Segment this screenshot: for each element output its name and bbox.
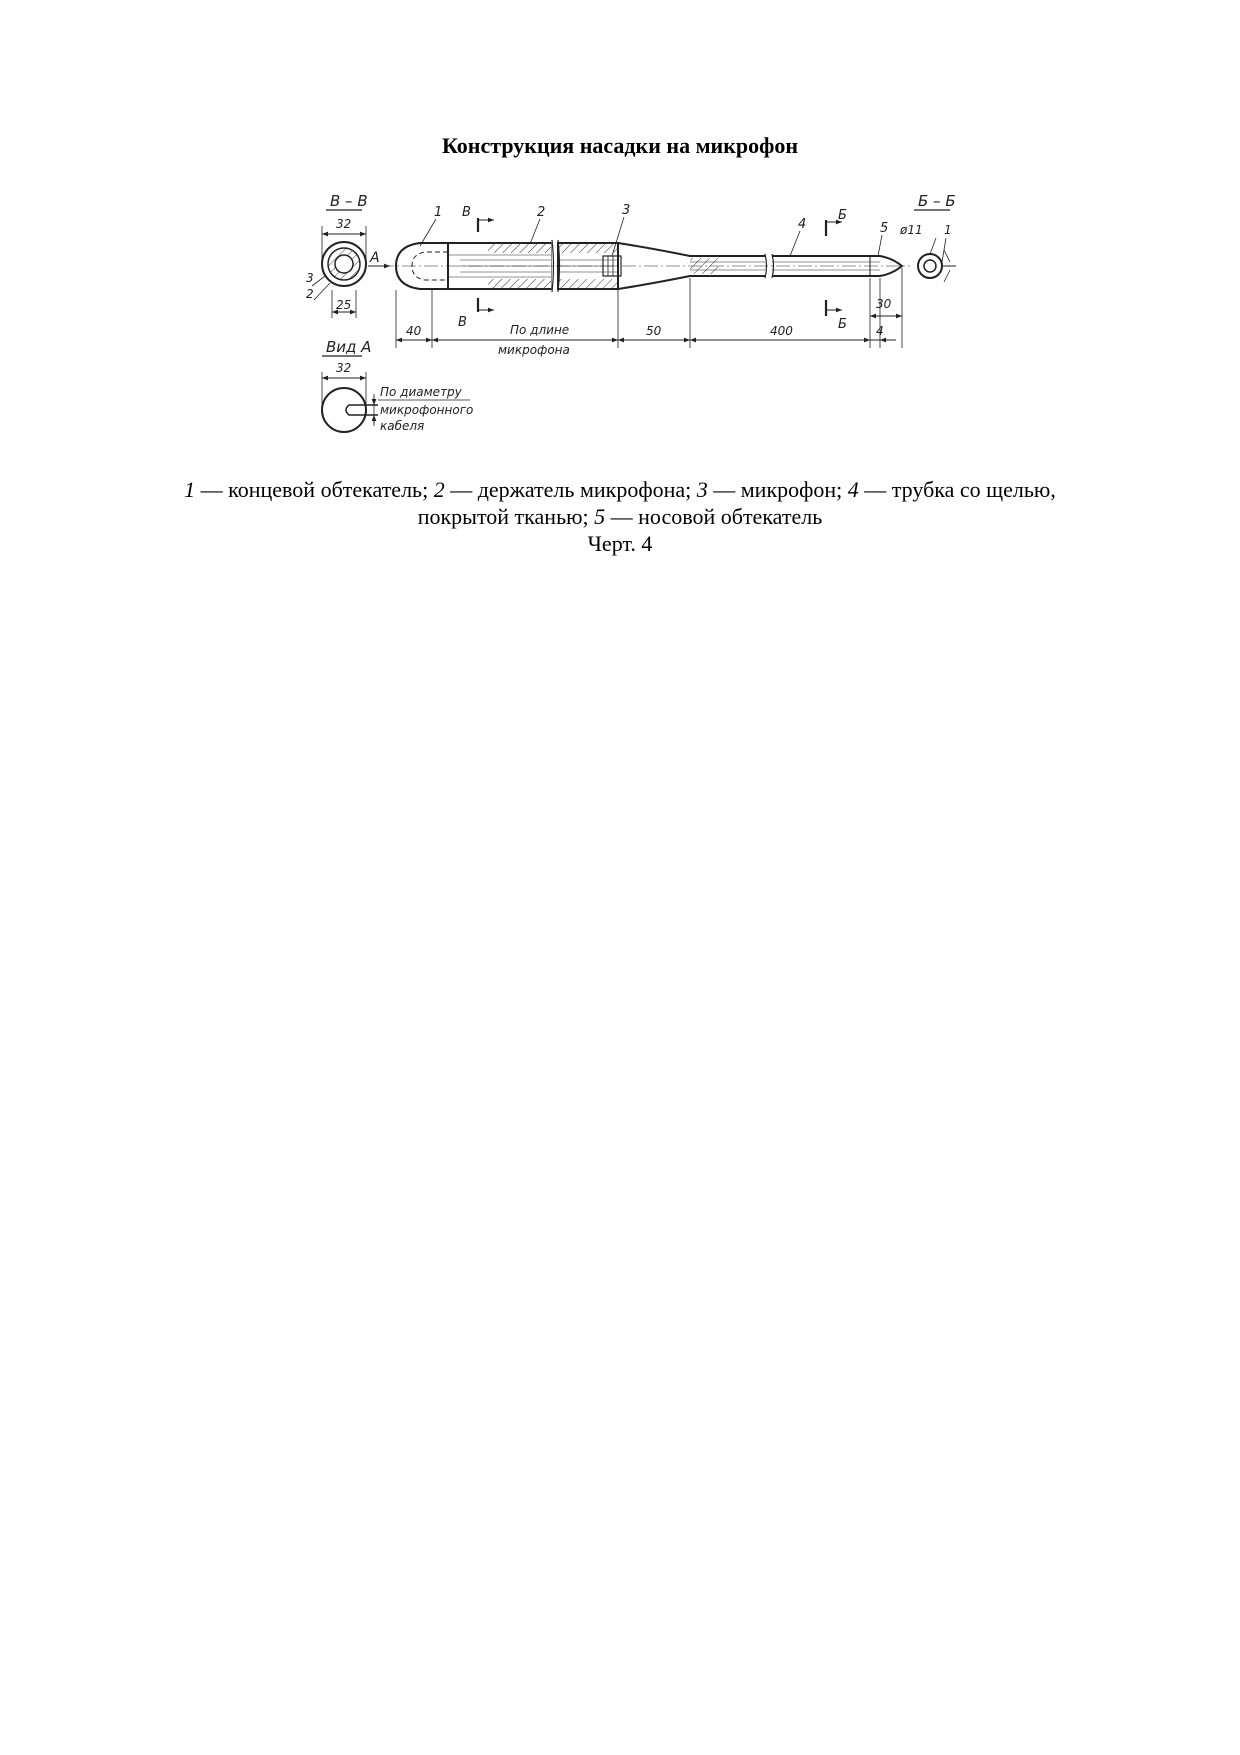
nozzle-body	[368, 203, 910, 332]
dim-tail-length: 40	[406, 324, 422, 338]
dim-holder-length-2: микрофона	[498, 343, 570, 357]
section-vv	[306, 192, 368, 318]
callout-3: 3	[622, 203, 631, 218]
view-a-note-2: микрофонного	[380, 403, 474, 417]
view-a	[322, 338, 473, 433]
dim-tube-length: 400	[770, 324, 793, 338]
legend-num-3: 3	[696, 477, 708, 502]
legend-num-5: 5	[594, 504, 606, 529]
figure-caption: Черт. 4	[587, 531, 653, 556]
dim-holder-length-1: По длине	[510, 323, 570, 337]
cut-v-bottom: В	[458, 315, 467, 330]
dim-nose-length: 30	[876, 297, 892, 311]
page-title: Конструкция насадки на микрофон	[441, 133, 799, 158]
cut-b-top: Б	[838, 208, 847, 223]
legend-num-4: 4	[847, 477, 859, 502]
view-a-note-3: кабеля	[380, 419, 425, 433]
view-a-label: Вид А	[326, 338, 372, 356]
dim-nose-offset: 4	[876, 324, 884, 338]
section-vv-callout-3: 3	[306, 271, 314, 285]
legend-text-1: — концевой обтекатель;	[195, 477, 434, 502]
view-arrow-label: А	[370, 250, 380, 266]
callout-1: 1	[434, 205, 443, 220]
legend-num-2: 2	[433, 477, 445, 502]
section-vv-width: 32	[336, 217, 352, 231]
legend-text-2: — держатель микрофона;	[444, 477, 697, 502]
legend-num-1: 1	[184, 477, 196, 502]
view-a-note-1: По диаметру	[380, 385, 462, 399]
cut-v-top: В	[462, 205, 471, 220]
technical-drawing	[0, 0, 1240, 470]
section-vv-inner: 25	[336, 298, 352, 312]
callout-4: 4	[798, 217, 807, 232]
callout-5: 5	[880, 221, 889, 236]
section-vv-callout-2: 2	[306, 287, 314, 301]
view-a-width: 32	[336, 361, 352, 375]
cut-b-bottom: Б	[838, 317, 847, 332]
section-bb-slot: 1	[944, 223, 952, 237]
figure-legend	[150, 476, 1090, 530]
drawing-canvas	[0, 0, 1240, 470]
legend-text-5: — носовой обтекатель	[605, 504, 823, 529]
section-bb	[899, 192, 956, 282]
legend-text-4: — трубка со щелью, покрытой тканью;	[417, 477, 1056, 529]
callout-2: 2	[537, 205, 546, 220]
section-vv-label: В – В	[330, 192, 368, 210]
section-bb-diameter: ø11	[900, 223, 923, 237]
section-bb-label: Б – Б	[918, 192, 956, 210]
dim-taper-length: 50	[646, 324, 662, 338]
legend-text-3: — микрофон;	[707, 477, 848, 502]
